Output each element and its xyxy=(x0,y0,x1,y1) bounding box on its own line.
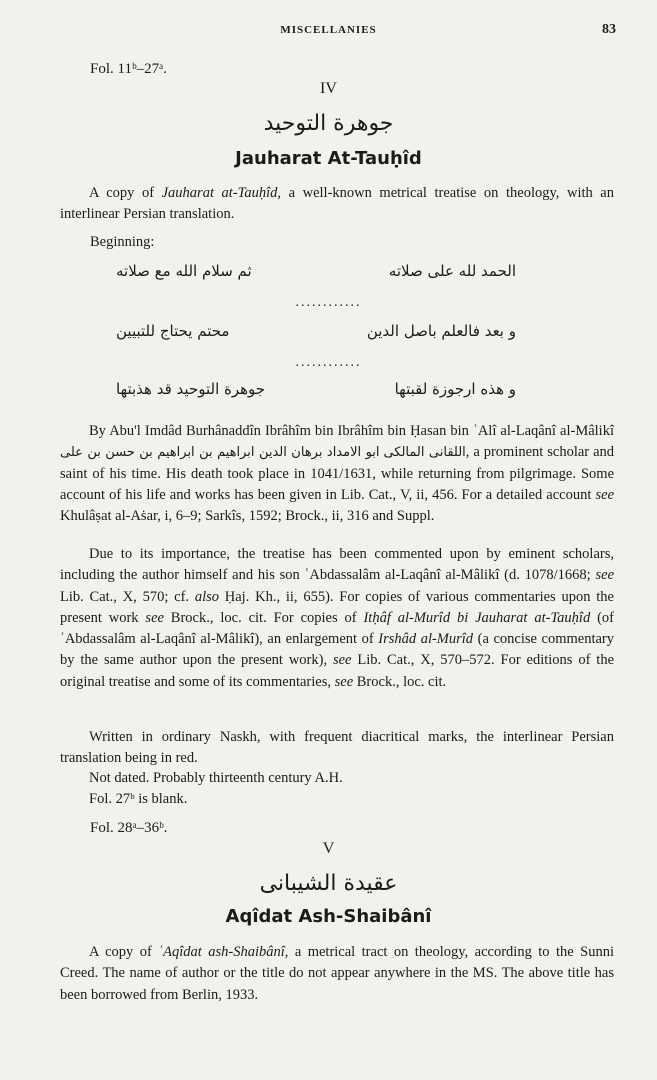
body-text: Khulâṣat al-Aṡar, i, 6–9; Sarkîs, 1592; Brock., ii, 316 and Suppl. xyxy=(60,508,435,525)
work-title: Irshâd al-Murîd xyxy=(378,631,474,648)
body-text: Lib. Cat., X, 570; cf. xyxy=(60,588,195,605)
body-text: (of ʿAbdassalâm al-Laqânî al-Mâlikî), an enlargement of xyxy=(60,609,614,648)
ellipsis-dots: ............ xyxy=(295,355,362,370)
verse-hemistich-left: محتم يحتاج للتبيين xyxy=(116,322,230,340)
see-reference: see xyxy=(595,486,614,503)
intro-paragraph-v xyxy=(60,942,614,1006)
commentary-paragraph xyxy=(60,544,614,693)
verse-line-2 xyxy=(116,322,516,346)
verse-hemistich-right: الحمد لله على صلاته xyxy=(388,262,516,280)
verse-hemistich-left: جوهرة التوحيد قد هذبتها xyxy=(116,380,266,398)
intro-text: A copy of xyxy=(89,185,162,201)
running-head xyxy=(0,24,657,44)
body-text: (a concise commentary by the same author upon the present work), xyxy=(60,631,614,669)
verse-line-3 xyxy=(116,380,516,404)
also-reference: also xyxy=(194,588,219,605)
body-text: Lib. Cat., X, 570–572. For editions of the original treatise and some of its commentaries, xyxy=(60,652,614,690)
intro-text: A copy of xyxy=(89,944,159,960)
folio-reference-v: Fol. 28ᵃ–36ᵇ. xyxy=(90,820,168,836)
verse-hemistich-right: و بعد فالعلم باصل الدين xyxy=(366,322,516,340)
section-numeral-v: V xyxy=(322,840,335,857)
running-head-title: MISCELLANIES xyxy=(280,24,377,36)
see-reference: see xyxy=(332,652,352,669)
work-title: Itḥâf al-Murîd bi Jauharat at-Tauḥîd xyxy=(363,609,591,626)
intro-text: , a metrical tract on theology, according to the Sunni Creed. The name of author or the title do not appear anywhere in the MS. The above title has been borrowed from Berlin, 1933. xyxy=(60,944,614,1003)
see-reference: see xyxy=(334,673,354,690)
see-reference: see xyxy=(595,567,614,584)
date-paragraph: Not dated. Probably thirteenth century A.H. xyxy=(89,770,343,786)
body-text: Brock., loc. cit. For copies of xyxy=(163,609,364,626)
blank-folio-note: Fol. 27ᵇ is blank. xyxy=(89,791,188,807)
page-number: 83 xyxy=(602,22,616,37)
author-nisba-arabic: اللقانى المالكى xyxy=(383,445,466,461)
section-numeral-iv: IV xyxy=(320,80,337,97)
section-title-v: Aqîdat Ash-Shaibânî xyxy=(225,906,432,927)
folio-reference-iv: Fol. 11ᵇ–27ᵃ. xyxy=(90,61,167,77)
ellipsis-dots: ............ xyxy=(295,295,362,310)
script-paragraph: Written in ordinary Naskh, with frequent diacritical marks, the interlinear Persian translation being in red. xyxy=(60,729,614,767)
intro-paragraph-iv xyxy=(60,183,614,226)
body-text: Due to its importance, the treatise has been commented upon by eminent scholars, including the author himself and his son ʿAbdassalâm al-Laqânî al-Mâlikî (d. 1078/1668; xyxy=(60,546,614,584)
see-reference: see xyxy=(145,609,164,626)
verse-hemistich-left: ثم سلام الله مع صلاته xyxy=(116,262,252,280)
verse-line-1 xyxy=(116,262,516,286)
author-name-arabic: ابو الامداد برهان الدين ابراهيم بن ابراهيم بن حسن بن على xyxy=(60,445,380,461)
intro-text: , a well-known metrical treatise on theology, with an interlinear Persian translation. xyxy=(60,185,614,223)
body-text: , a prominent scholar and saint of his time. His death took place in 1041/1631, while returning from pilgrimage. Some account of his life and works has been given in Lib. Cat., V, ii, 456. For a detailed account xyxy=(60,444,615,503)
verse-hemistich-right: و هذه ارجوزة لقبتها xyxy=(394,380,516,398)
arabic-title-iv: جوهرة التوحيد xyxy=(263,111,394,136)
body-text: Brock., loc. cit. xyxy=(353,673,447,690)
body-text: Ḥaj. Kh., ii, 655). For copies of various commentaries upon the present work xyxy=(60,588,614,626)
section-title-iv: Jauharat At-Tauḥîd xyxy=(235,148,422,169)
work-title: Jauharat at-Tauḥîd xyxy=(161,185,278,201)
body-text: By Abu'l Imdâd Burhânaddîn Ibrâhîm bin Ibrâhîm bin Ḥasan bin ʿAlî al-Laqânî al-Mâlikî xyxy=(89,423,614,439)
arabic-title-v: عقيدة الشيبانى xyxy=(259,871,398,896)
beginning-label: Beginning: xyxy=(90,234,155,250)
work-title: ʿAqîdat ash-Shaibânî xyxy=(158,944,285,960)
author-paragraph xyxy=(60,421,614,527)
